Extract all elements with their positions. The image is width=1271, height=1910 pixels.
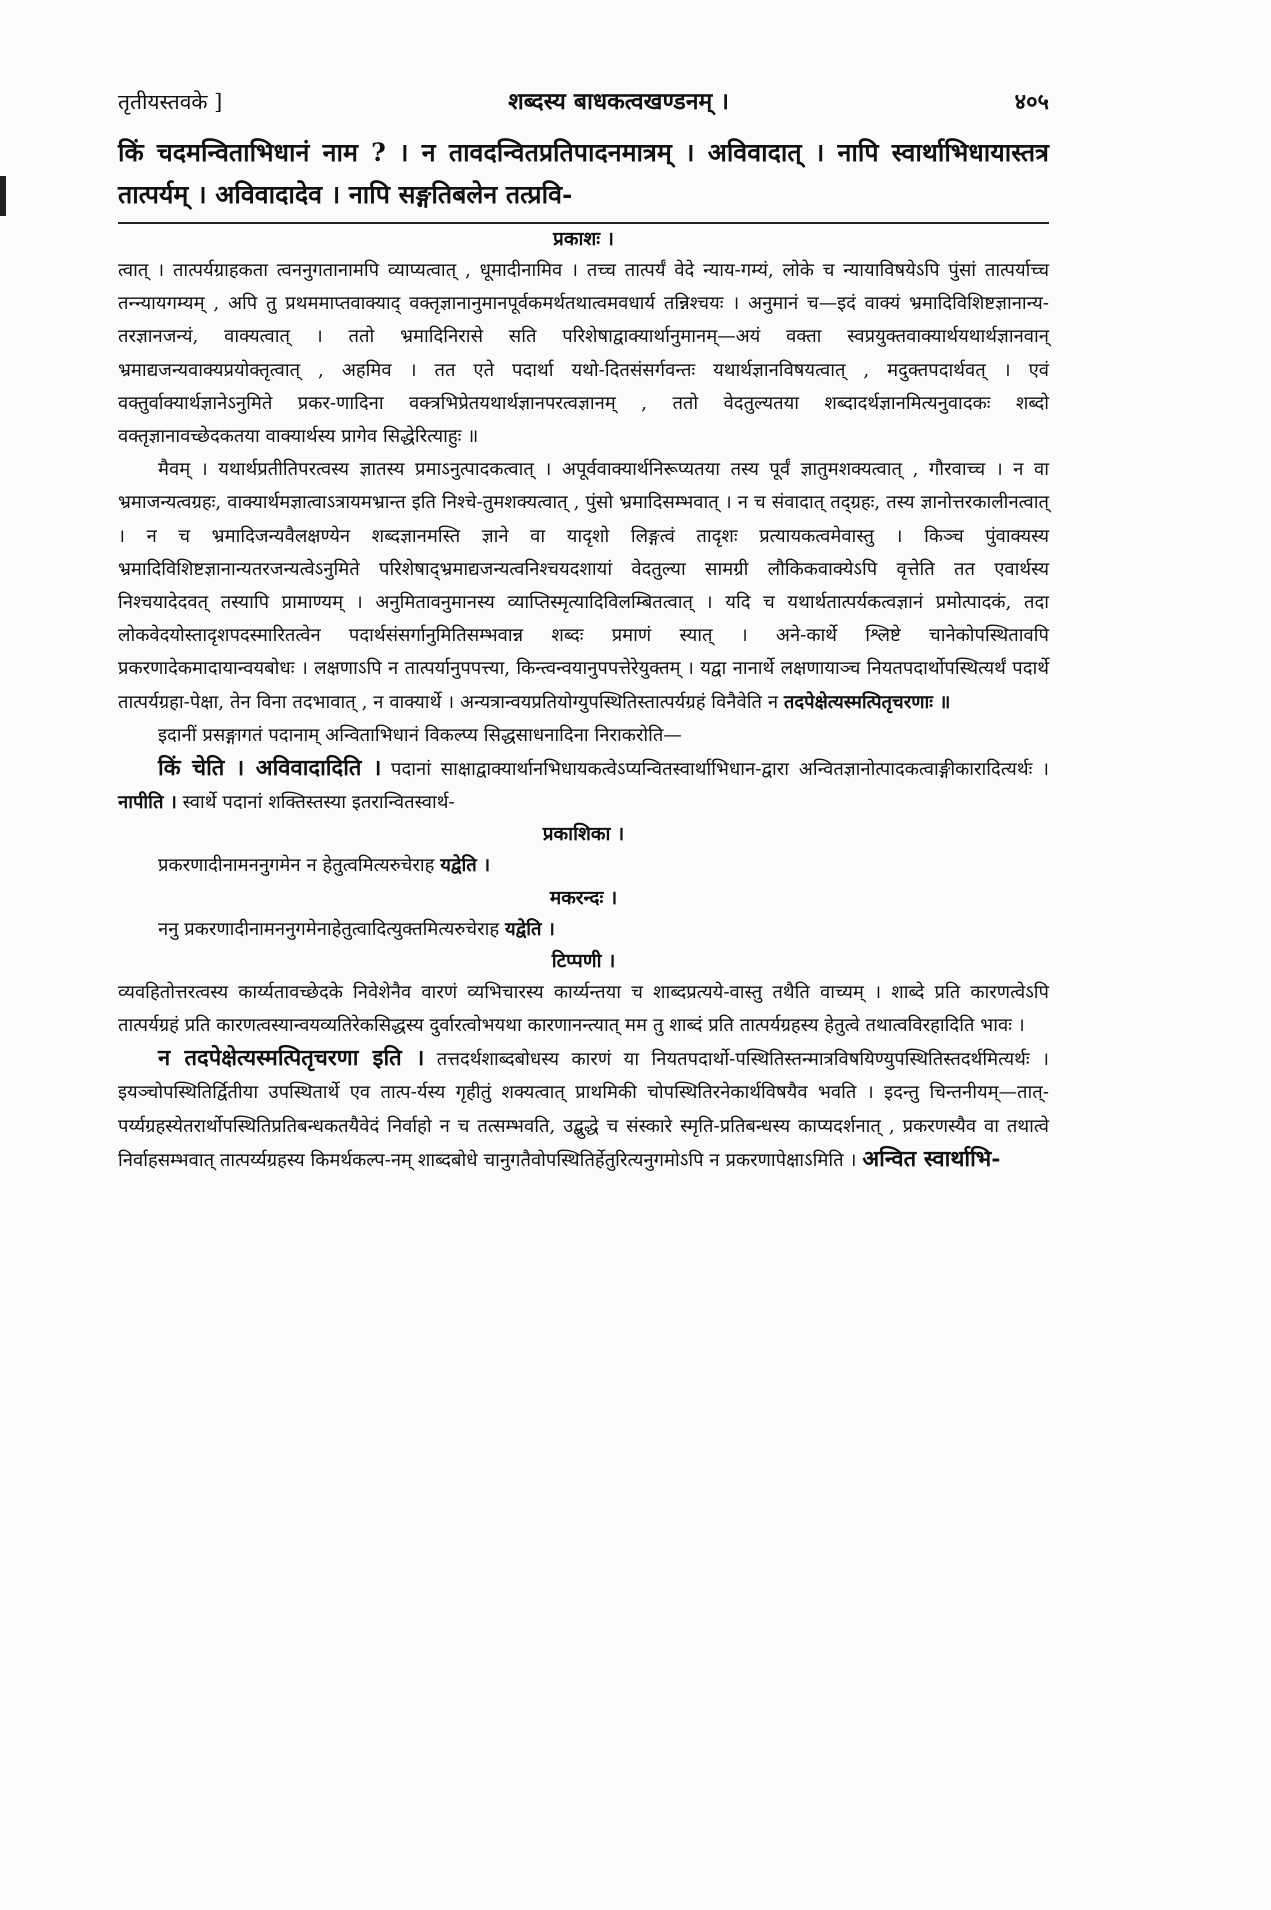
prakasha-paragraph-2	[118, 453, 1049, 719]
header-left: तृतीयस्तवके ]	[118, 90, 223, 114]
prakashika-text	[118, 849, 1049, 882]
binding-mark	[0, 176, 6, 216]
tippani-text: तत्तदर्थशाब्दबोधस्य कारणं या नियतपदार्थो-पस्थितिस्तन्मात्रविषयिण्युपस्थितिस्तदर्थमित्यर्थः । इयञ्चोपस्थितिर्द्वितीया उपस्थितार्थे एव तात्प-र्यस्य गृहीतुं शक्यत्वात् प्राथमिकी चोपस्थितिरनेकार्थविषयैव भवति । इदन्तु चिन्तनीयम्—तात्-पर्य्यग्रहस्येतरार्थोपस्थितिप्रतिबन्धकतयैवेदं निर्वाहो न च तत्सम्भवति, उद्बुद्धे च संस्कारे स्मृति-प्रतिबन्धस्य काप्यदर्शनात् , प्रकरणस्यैव वा तथात्वे निर्वाहसम्भवात् तात्पर्य्यग्रहस्य किमर्थकल्प-नम् शाब्दबोधे चानुगतैवोपस्थितिर्हेतुरित्यनुगमोऽपि न प्रकरणापेक्षाऽमिति ।	[118, 1049, 1049, 1171]
prakasha-heading: प्रकाशः ।	[553, 228, 614, 250]
makaranda-text	[118, 913, 1049, 946]
commentary-lead: किं चेति । अविवादादिति ।	[158, 755, 382, 782]
tippani-end: अन्वित स्वार्थाभि-	[862, 1145, 1001, 1172]
commentary-napi: नापीति ।	[118, 792, 177, 814]
page-number: ४०५	[1014, 89, 1049, 115]
makaranda-body: ननु प्रकरणादीनामननुगमेनाहेतुत्वादित्युक्तमित्यरुचेराह	[158, 918, 505, 940]
tippani-paragraph-1: व्यवहितोत्तरत्वस्य कार्य्यतावच्छेदके निवेशेनैव वारणं व्यभिचारस्य कार्य्यन्तया च शाब्दप्रत्यये-वास्तु तथैति वाच्यम् । शाब्दे प्रति कारणत्वेऽपि तात्पर्यग्रहं प्रति कारणत्वस्यान्वयव्यतिरेकसिद्धस्य दुर्वारत्वोभयथा कारणानन्त्यात् मम तु शाब्दं प्रति तात्पर्यग्रहस्य हेतुत्वे तथात्वविरहादिति भावः ।	[118, 981, 1049, 1037]
commentary-text-2: स्वार्थे पदानां शक्तिस्तस्या इतरान्वितस्वार्थ-	[176, 792, 455, 814]
prakashika-heading: प्रकाशिका ।	[542, 823, 625, 846]
commentary-text: पदानां साक्षाद्वाक्यार्थानभिधायकत्वेऽप्यन्वितस्वार्थाभिधान-द्वारा अन्वितज्ञानोत्पादकत्वाङ्गीकारादित्यर्थः ।	[391, 759, 1049, 781]
commentary-intro: इदानीं प्रसङ्गागतं पदानाम् अन्विताभिधानं विकल्प्य सिद्धसाधनादिना निराकरोति—	[158, 724, 682, 746]
tippani-heading: टिप्पणी ।	[551, 949, 616, 972]
prakasha-paragraph-1: त्वात् । तात्पर्यग्राहकता त्वननुगतानामपि व्याप्यत्वात् , धूमादीनामिव । तच्च तात्पर्यं वेदे न्याय-गम्यं, लोके च न्यायाविषयेऽपि पुंसां तात्पर्याच्च तन्न्यायगम्यम् , अपि तु प्रथममाप्तवाक्याद् वक्तृज्ञानानुमानपूर्वकमर्थतथात्वमवधार्य तन्निश्चयः । अनुमानं च—इदं वाक्यं भ्रमादिविशिष्टज्ञानान्य-तरज्ञानजन्यं, वाक्यत्वात् । ततो भ्रमादिनिरासे सति परिशेषाद्वाक्यार्थानुमानम्—अयं वक्ता स्वप्रयुक्तवाक्यार्थयथार्थज्ञानवान् भ्रमाद्यजन्यवाक्यप्रयोक्तृत्वात् , अहमिव । तत एते पदार्था यथो-दितसंसर्गवन्तः यथार्थज्ञानविषयत्वात् , मदुक्तपदार्थवत् । एवं वक्तुर्वाक्यार्थज्ञानेऽनुमिते प्रकर-णादिना वक्त्रभिप्रेतयथार्थज्ञानपरत्वज्ञानम् , ततो वेदतुल्यतया शब्दादर्थज्ञानमित्यनुवादकः शब्दो वक्तृज्ञानावच्छेदकतया वाक्यार्थस्य प्रागेव सिद्धेरित्याहुः ॥	[118, 260, 1049, 448]
header-title: शब्दस्य बाधकत्वखण्डनम् ।	[508, 88, 729, 115]
commentary-paragraph	[118, 752, 1049, 819]
running-header	[118, 84, 1049, 124]
tippani-lead: न तदपेक्षेत्यस्मत्पितृचरणा इति ।	[158, 1045, 425, 1072]
prakashika-body: प्रकरणादीनामननुगमेन न हेतुत्वमित्यरुचेराह	[158, 855, 441, 877]
tippani-paragraph-2	[118, 1042, 1049, 1177]
prakasha-paragraph-2-end: तदपेक्षेत्यस्मत्पितृचरणाः ॥	[783, 691, 951, 713]
root-text: किं चदमन्विताभिधानं नाम ? । न तावदन्वितप्रतिपादनमात्रम् । अविवादात् । नापि स्वार्थाभिधायास्तत्र तात्पर्यम् । अविवादादेव । नापि सङ्गतिबलेन तत्प्रवि-	[118, 138, 1049, 209]
prakasha-paragraph-2-text: मैवम् । यथार्थप्रतीतिपरत्वस्य ज्ञातस्य प्रमाऽनुत्पादकत्वात् । अपूर्ववाक्यार्थनिरूप्यतया तस्य पूर्वं ज्ञातुमशक्यत्वात् , गौरवाच्च । न वा भ्रमाजन्यत्वग्रहः, वाक्यार्थमज्ञात्वाऽत्रायमभ्रान्त इति निश्चे-तुमशक्यत्वात् , पुंसो भ्रमादिसम्भवात् । न च संवादात् तद्ग्रहः, तस्य ज्ञानोत्तरकालीनत्वात् । न च भ्रमादिजन्यवैलक्षण्येन शब्दज्ञानमस्ति ज्ञाने वा यादृशो लिङ्गत्वं तादृशः प्रत्यायकत्वमेवास्तु । किञ्च पुंवाक्यस्य भ्रमादिविशिष्टज्ञानान्यतरजन्यत्वेऽनुमिते परिशेषाद्भ्रमाद्यजन्यत्वनिश्चयदशायां वेदतुल्या सामग्री लौकिकवाक्येऽपि वृत्तेति तत एवार्थस्य निश्चयादेदवत् तस्यापि प्रामाण्यम् । अनुमितावनुमानस्य व्याप्तिस्मृत्यादिविलम्बितत्वात् । यदि च यथार्थतात्पर्यकत्वज्ञानं प्रमोत्पादकं, तदा लोकवेदयोस्तादृशपदस्मारितत्वेन पदार्थसंसर्गानुमितिसम्भवान्न शब्दः प्रमाणं स्यात् । अने-कार्थे श्लिष्टे चानेकोपस्थितावपि प्रकरणादेकमादायान्वयबोधः । लक्षणाऽपि न तात्पर्यानुपपत्त्या, किन्त्वन्वयानुपपत्तेरेयुक्तम् । यद्वा नानार्थे लक्षणायाञ्च नियतपदार्थोपस्थित्यर्थं पदार्थे तात्पर्यग्रहा-पेक्षा, तेन विना तदभावात् , न वाक्यार्थे । अन्यत्रान्वयप्रतियोग्युपस्थितिस्तात्पर्यग्रहं विनैवेति न	[118, 459, 1049, 713]
divider	[118, 222, 1049, 224]
makaranda-heading: मकरन्दः ।	[549, 886, 618, 909]
makaranda-tail: यद्वेति ।	[504, 918, 555, 940]
prakashika-tail: यद्वेति ।	[440, 855, 491, 877]
